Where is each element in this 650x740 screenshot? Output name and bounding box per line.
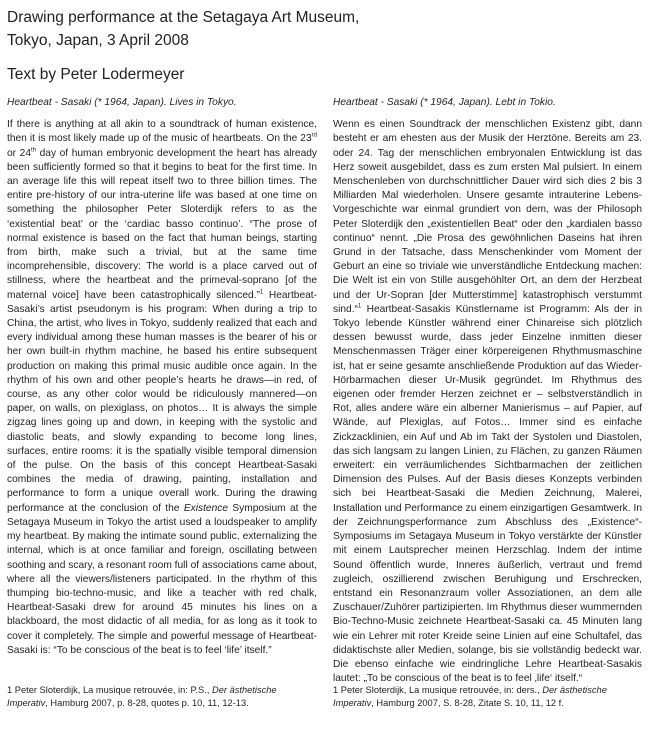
english-text-part: or 24	[7, 147, 31, 159]
footnote-text: 1 Peter Sloterdijk, La musique retrouvée, in: ders.,	[333, 685, 543, 695]
german-column	[333, 96, 642, 686]
footnote-marker: 1	[259, 289, 264, 296]
english-subtitle: Heartbeat - Sasaki (* 1964, Japan). Lives in Tokyo.	[7, 97, 237, 108]
german-footnote	[333, 684, 642, 710]
footnote-text: , Hamburg 2007, S. 8-28, Zitate S. 10, 11, 12 f.	[371, 698, 564, 708]
english-text-part: If there is anything at all akin to a soundtrack of human existence, then it is most likely made up of the music of heartbeats. On the 23	[7, 119, 317, 145]
footnote-book-title: Der ästhetische Imperativ	[7, 685, 277, 708]
footnote-book-title: Der ästhetische Imperativ	[333, 685, 607, 708]
german-body-text	[333, 118, 642, 686]
english-text-part: day of human embryonic development the heart has already been sufficiently formed so that it begins to beat for the first time. In an average life this will repeat itself two to three billion times. The entire pre-history of our intra-uterine life was based at one time on something the philosopher Peter Sloterdijk refers to as the ‘existential beat’ or the ‘cardiac basso continuo’. “The prose of normal existence is based on the fact that human beings, starting from birth, make such a trivial, but at the same time incomprehensible, discovery: The world is a place carved out of stillness, where the heartbeat and the primeval-soprano [of the maternal voice] have been catastrophically silenced.”	[7, 147, 317, 301]
byline: Text by Peter Lodermeyer	[7, 66, 185, 83]
english-text-part: Heartbeat-Sasaki’s artist pseudonym is his program: When during a trip to China, the artist, who lives in Tokyo, suddenly realized that each and every individual among these human masses is the bearer of his or her own built-in rhythm machine, he based his entire subsequent production on making this primal music audible once again. In the rhythm of his own and other people’s hearts he draws—in red, of course, as any other color would be ridiculously mannered—on paper, on walls, on plexiglass, on photos… It is always the simple zigzag lines going up and down, in keeping with the systolic and diastolic beats, and slowly expanding to become long lines, surfaces, entire rooms: it is the spatially visible temporal dimension of the pulse. On the basis of this concept Heartbeat-Sasaki combines the media of drawing, painting, installation and performance to form a unique overall work. During the drawing performance at the conclusion of the	[7, 289, 317, 514]
german-text-part: Wenn es einen Soundtrack der menschlichen Existenz gibt, dann besteht er am ehesten aus der Musik der Herztöne. Bereits am 23. oder 24. Tag der menschlichen embryonalen Entwicklung ist das Herz soweit ausgebildet, dass es zum ersten Mal pulsiert. In einem Menschenleben von durchschnittlicher Dauer wird sich dies 2 bis 3 Milliarden Mal wiederholen. Unsere gesamte intrauterine Lebens-Vorgeschichte war einmal grundiert von dem, was der Philosoph Peter Sloterdijk den „existentiellen Beat“ oder den „kardialen basso continuo“ nennt. „Die Prosa des gewöhnlichen Daseins hat ihren Grund in der Tatsache, dass Menschenkinder vom Moment der Geburt an eine so triviale wie unverständliche Entdeckung machen: Die Welt ist ein von Stille ausgehöhlter Ort, an dem der Herzbeat und der Ur-Sopran [der Mutterstimme] katastrophisch verstummt sind.“	[333, 119, 642, 315]
superscript-th: th	[31, 147, 37, 154]
english-body-text	[7, 118, 317, 658]
english-column	[7, 96, 317, 658]
existence-italic: Existence	[183, 502, 229, 514]
footnote-text: 1 Peter Sloterdijk, La musique retrouvée, in: P.S.,	[7, 685, 212, 695]
superscript-rd: rd	[311, 133, 317, 140]
german-subtitle: Heartbeat - Sasaki (* 1964, Japan). Lebt in Tokio.	[333, 97, 556, 108]
document-title: Drawing performance at the Setagaya Art Museum, Tokyo, Japan, 3 April 2008	[7, 9, 360, 49]
english-text-part: Symposium at the Setagaya Museum in Tokyo the artist used a loudspeaker to amplify my heartbeat. By making the intimate sound public, externalizing the internal, which is at once familiar and foreign, oscillating between soothing and scary, a resonant room full of associations came about, where all the viewers/listeners participated. In the rhythm of this thumping bio-techno-music, and like a teacher with red chalk, Heartbeat-Sasaki drew for around 45 minutes his lines on a blackboard, the most didactic of all media, for as long as it took to cover it completely. The simple and powerful message of Heartbeat-Sasaki is: “To be conscious of the beat is to feel ‘life’ itself.”	[7, 502, 317, 656]
footnote-text: , Hamburg 2007, p. 8-28, quotes p. 10, 11, 12-13.	[45, 698, 249, 708]
footnote-marker: 1	[357, 303, 362, 310]
english-footnote	[7, 684, 319, 710]
german-text-part: Heartbeat-Sasakis Künstlername ist Programm: Als der in Tokyo lebende Künstler während einer Chinareise sich plötzlich dessen bewusst wurde, dass jeder Einzelne inmitten dieser Menschenmassen Träger einer körpereigenen Rhythmusmaschine ist, hat er seine gesamte anschließende Produktion auf das Wieder-Hörbarmachen dieser Ur-Musik gegründet. Im Rhythmus des eigenen oder fremder Herzen zeichnet er – selbstverständlich in Rot, alles andere wäre ein alberner Manierismus – auf Papier, auf Wände, auf Plexiglas, auf Fotos… Immer sind es einfache Zickzacklinien, ein Auf und Ab im Takt der Systolen und Diastolen, das sich langsam zu langen Linien, zu Flächen, zu ganzen Räumen erweitert: ein verräumlichendes Sichtbarmachen der zeitlichen Dimension des Pulses. Auf der Basis dieses Konzepts verbinden sich bei Heartbeat-Sasaki die Medien Zeichnung, Malerei, Installation und Performance zu einem einzigartigen Gesamtwerk. In der Zeichnungsperformance zum Abschluss des „Existence“-Symposiums im Setagaya Museum in Tokyo verstärkte der Künstler mit einem Lautsprecher meinen Herzschlag. Indem der intime Sound öffentlich wurde, Inneres äußerlich, vertraut und fremd zugleich, oszillierend zwischen Beruhigung und Erschrecken, entstand ein Resonanzraum voller Assoziationen, an dem alle Zuschauer/Zuhörer partizipierten. Im Rhythmus dieser wummernden Bio-Techno-Music zeichnete Heartbeat-Sasaki ca. 45 Minuten lang wie ein Lehrer mit roter Kreide seine Linien auf eine Schultafel, das didaktischste aller Medien, solange, bis sie vollständig bedeckt war. Die ebenso einfache wie eindringliche Lehre Heartbeat-Sasakis lautet: „To be conscious of the beat is to feel ‚life‘ itself.“	[333, 303, 642, 685]
